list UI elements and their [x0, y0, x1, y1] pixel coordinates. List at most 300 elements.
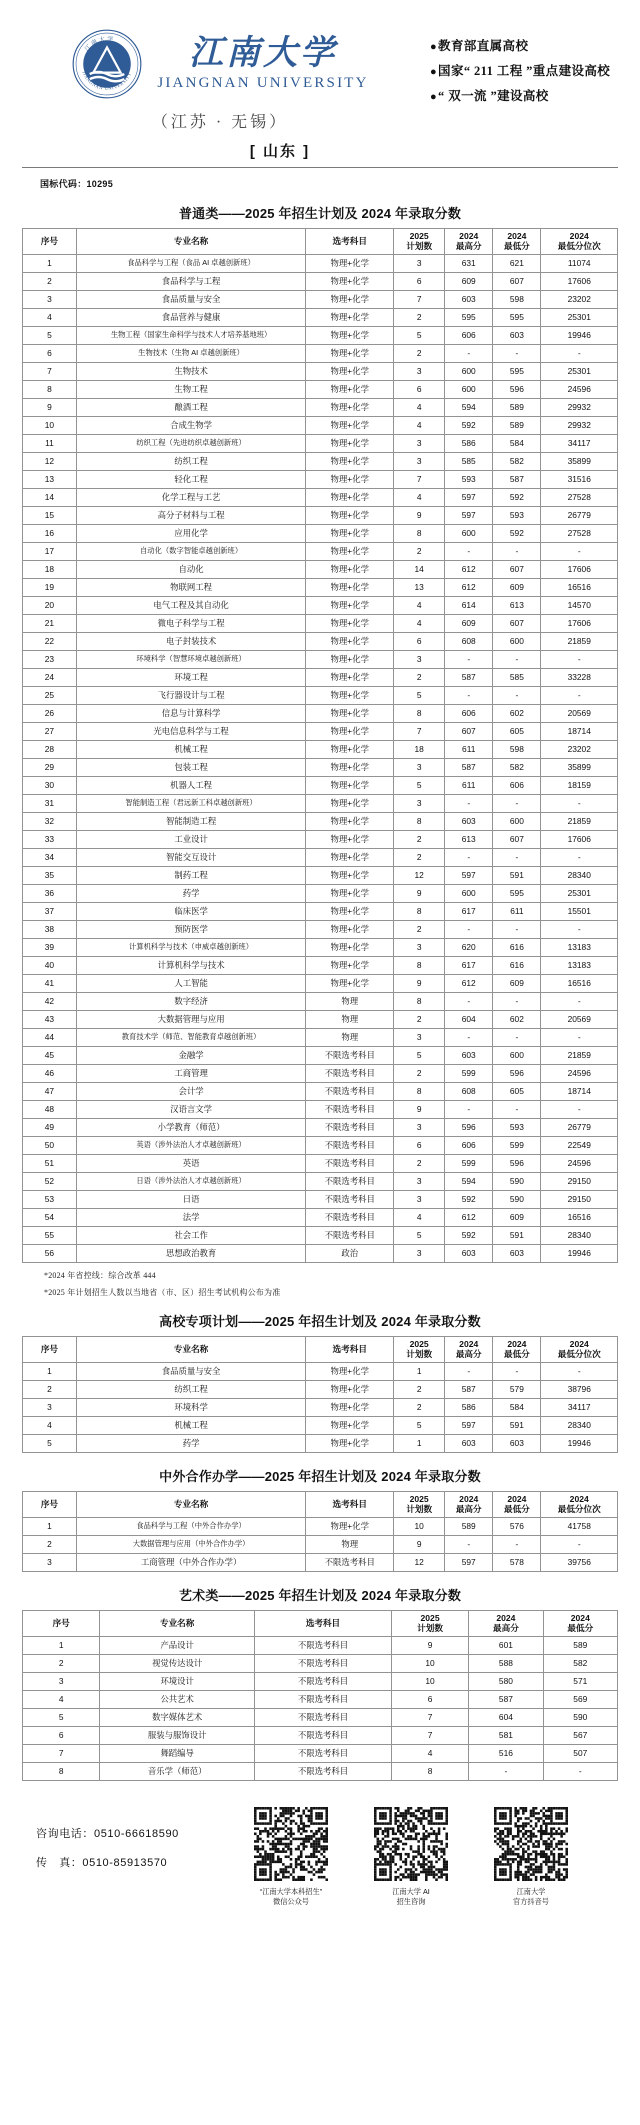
column-header: 2025 计划数 [394, 1337, 445, 1363]
cell-high: 617 [445, 957, 493, 975]
qr-item[interactable] [239, 1807, 343, 1906]
cell-high: 611 [445, 741, 493, 759]
cell-no: 51 [23, 1155, 77, 1173]
cell-subject: 物理+化学 [306, 291, 394, 309]
cell-plan: 9 [394, 885, 445, 903]
table-row [23, 507, 618, 525]
cell-subject: 不限选考科目 [306, 1137, 394, 1155]
cell-low: 596 [493, 1065, 541, 1083]
qr-caption [513, 1887, 549, 1906]
cell-subject: 物理+化学 [306, 255, 394, 273]
cell-low: 582 [493, 759, 541, 777]
cell-subject: 不限选考科目 [255, 1637, 392, 1655]
cell-plan: 4 [394, 399, 445, 417]
cell-plan: 3 [394, 759, 445, 777]
cell-high: 606 [445, 327, 493, 345]
cell-major: 生物技术（生物 AI 卓越创新班） [76, 345, 306, 363]
cell-subject: 物理+化学 [306, 381, 394, 399]
cell-no: 37 [23, 903, 77, 921]
cell-rank: 17606 [541, 615, 618, 633]
cell-no: 47 [23, 1083, 77, 1101]
cell-major: 药学 [76, 1435, 306, 1453]
cell-rank: 17606 [541, 831, 618, 849]
cell-no: 43 [23, 1011, 77, 1029]
cell-plan: 3 [394, 651, 445, 669]
table-body [23, 255, 618, 1263]
cell-no: 38 [23, 921, 77, 939]
cell-rank: 29150 [541, 1191, 618, 1209]
cell-subject: 物理+化学 [306, 723, 394, 741]
page-footer [0, 1803, 640, 1922]
cell-rank: - [541, 1363, 618, 1381]
cell-plan: 13 [394, 579, 445, 597]
qr-item[interactable] [479, 1807, 583, 1906]
bullet-icon: ● [430, 66, 438, 78]
cell-subject: 物理+化学 [306, 651, 394, 669]
table-row [23, 1155, 618, 1173]
cell-no: 2 [23, 1536, 77, 1554]
cell-major: 合成生物学 [76, 417, 306, 435]
table-row [23, 1745, 618, 1763]
cell-subject: 不限选考科目 [306, 1227, 394, 1245]
table-row [23, 939, 618, 957]
cell-major: 食品营养与健康 [76, 309, 306, 327]
table-row [23, 1637, 618, 1655]
cell-subject: 物理+化学 [306, 975, 394, 993]
cell-major: 自动化（数字智能卓越创新班） [76, 543, 306, 561]
cell-major: 机器人工程 [76, 777, 306, 795]
cell-low: 593 [493, 1119, 541, 1137]
cell-no: 2 [23, 1655, 100, 1673]
table-row [23, 435, 618, 453]
table-row [23, 1083, 618, 1101]
table-row [23, 1363, 618, 1381]
qr-caption [392, 1887, 430, 1906]
cell-subject: 物理+化学 [306, 417, 394, 435]
column-header: 2024 最高分 [445, 229, 493, 255]
table-row [23, 561, 618, 579]
column-header: 2024 最低分 [493, 1492, 541, 1518]
tagline-text: 教育部直属高校 [438, 39, 529, 53]
cell-subject: 不限选考科目 [306, 1209, 394, 1227]
cell-major: 计算机科学与技术（申威卓越创新班） [76, 939, 306, 957]
cell-plan: 3 [394, 1119, 445, 1137]
cell-plan: 8 [394, 525, 445, 543]
cell-low: 607 [493, 615, 541, 633]
cell-major: 轻化工程 [76, 471, 306, 489]
cell-no: 13 [23, 471, 77, 489]
table-row [23, 1101, 618, 1119]
cell-high: 608 [445, 1083, 493, 1101]
general-admissions-table [22, 228, 618, 1263]
cell-no: 20 [23, 597, 77, 615]
cell-high: 617 [445, 903, 493, 921]
table-row [23, 921, 618, 939]
table-body [23, 1518, 618, 1572]
cell-low: 600 [493, 1047, 541, 1065]
general-notes [0, 1263, 640, 1298]
cell-high: 601 [469, 1637, 543, 1655]
column-header: 序号 [23, 229, 77, 255]
cell-subject: 不限选考科目 [255, 1655, 392, 1673]
cell-high: 614 [445, 597, 493, 615]
cell-low: - [543, 1763, 617, 1781]
cell-low: 591 [493, 1227, 541, 1245]
table-row [23, 777, 618, 795]
cell-major: 纺织工程 [76, 453, 306, 471]
cell-no: 36 [23, 885, 77, 903]
cell-rank: 27528 [541, 525, 618, 543]
table-row [23, 1763, 618, 1781]
general-table-wrap [0, 228, 640, 1263]
table-row [23, 1245, 618, 1263]
cell-no: 10 [23, 417, 77, 435]
university-location: （江苏 · 无锡） [151, 114, 289, 131]
cell-plan: 8 [391, 1763, 468, 1781]
cell-plan: 10 [391, 1673, 468, 1691]
cell-high: 587 [445, 759, 493, 777]
cell-subject: 物理+化学 [306, 1417, 394, 1435]
cell-low: 582 [493, 453, 541, 471]
cell-subject: 物理+化学 [306, 759, 394, 777]
cell-subject: 物理 [306, 1011, 394, 1029]
cell-major: 食品质量与安全 [76, 1363, 306, 1381]
cell-subject: 物理+化学 [306, 687, 394, 705]
cell-subject: 不限选考科目 [306, 1173, 394, 1191]
cell-low: - [493, 993, 541, 1011]
cell-high: - [445, 345, 493, 363]
cell-no: 1 [23, 1518, 77, 1536]
cell-plan: 2 [394, 1399, 445, 1417]
column-header: 2024 最低分 [543, 1611, 617, 1637]
cell-low: 607 [493, 561, 541, 579]
cell-major: 工商管理 [76, 1065, 306, 1083]
cell-low: 569 [543, 1691, 617, 1709]
university-crest-icon [71, 28, 143, 100]
cell-subject: 不限选考科目 [255, 1727, 392, 1745]
cell-rank: 23202 [541, 741, 618, 759]
cell-low: 600 [493, 633, 541, 651]
cell-plan: 2 [394, 1155, 445, 1173]
cell-major: 生物工程（国家生命科学与技术人才培养基地班） [76, 327, 306, 345]
svg-text:江 南 大 学: 江 南 大 学 [84, 36, 114, 53]
cell-low: 595 [493, 363, 541, 381]
cell-subject: 物理+化学 [306, 579, 394, 597]
table-row [23, 1137, 618, 1155]
cell-no: 27 [23, 723, 77, 741]
table-row [23, 1191, 618, 1209]
cell-no: 21 [23, 615, 77, 633]
cell-plan: 4 [391, 1745, 468, 1763]
cell-subject: 不限选考科目 [306, 1191, 394, 1209]
column-header: 序号 [23, 1492, 77, 1518]
section-title-joint-program: 中外合作办学——2025 年招生计划及 2024 年录取分数 [159, 1469, 481, 1484]
cell-high: - [445, 1363, 493, 1381]
cell-subject: 不限选考科目 [306, 1119, 394, 1137]
table-row [23, 1209, 618, 1227]
cell-high: 593 [445, 471, 493, 489]
cell-high: 592 [445, 1191, 493, 1209]
cell-high: 580 [469, 1673, 543, 1691]
cell-rank: 28340 [541, 1417, 618, 1435]
cell-no: 7 [23, 1745, 100, 1763]
cell-low: 603 [493, 1435, 541, 1453]
cell-rank: 13183 [541, 957, 618, 975]
cell-no: 49 [23, 1119, 77, 1137]
cell-plan: 4 [394, 489, 445, 507]
qr-code-douyin-icon[interactable] [494, 1807, 568, 1881]
cell-major: 食品科学与工程（食品 AI 卓越创新班） [76, 255, 306, 273]
cell-rank: - [541, 1536, 618, 1554]
cell-plan: 6 [394, 1137, 445, 1155]
cell-major: 大数据管理与应用（中外合作办学） [76, 1536, 306, 1554]
cell-plan: 3 [394, 435, 445, 453]
cell-major: 机械工程 [76, 741, 306, 759]
cell-rank: 31516 [541, 471, 618, 489]
cell-subject: 物理+化学 [306, 633, 394, 651]
table-row [23, 399, 618, 417]
cell-no: 17 [23, 543, 77, 561]
cell-subject: 不限选考科目 [306, 1554, 394, 1572]
cell-high: 606 [445, 1137, 493, 1155]
cell-low: 590 [493, 1191, 541, 1209]
contact-phone: 咨询电话：0510-66618590 [36, 1828, 179, 1840]
cell-high: 597 [445, 1417, 493, 1435]
cell-plan: 5 [394, 327, 445, 345]
table-row [23, 1727, 618, 1745]
qr-code-group [239, 1803, 583, 1906]
cell-plan: 3 [394, 1191, 445, 1209]
cell-subject: 物理+化学 [306, 597, 394, 615]
table-row [23, 759, 618, 777]
cell-rank: 29932 [541, 417, 618, 435]
cell-low: - [493, 1029, 541, 1047]
cell-high: 592 [445, 417, 493, 435]
cell-rank: 27528 [541, 489, 618, 507]
cell-rank: - [541, 687, 618, 705]
cell-plan: 5 [394, 1227, 445, 1245]
table-row [23, 1227, 618, 1245]
cell-major: 电气工程及其自动化 [76, 597, 306, 615]
cell-major: 大数据管理与应用 [76, 1011, 306, 1029]
column-header: 选考科目 [306, 229, 394, 255]
cell-low: 611 [493, 903, 541, 921]
cell-rank: - [541, 921, 618, 939]
cell-plan: 5 [394, 1417, 445, 1435]
cell-plan: 2 [394, 849, 445, 867]
cell-low: 589 [493, 399, 541, 417]
column-header: 2024 最高分 [445, 1492, 493, 1518]
column-header: 2025 计划数 [391, 1611, 468, 1637]
cell-no: 4 [23, 1417, 77, 1435]
cell-high: 608 [445, 633, 493, 651]
cell-no: 28 [23, 741, 77, 759]
cell-high: - [469, 1763, 543, 1781]
cell-subject: 物理+化学 [306, 435, 394, 453]
cell-major: 视觉传达设计 [100, 1655, 255, 1673]
table-row [23, 813, 618, 831]
cell-no: 5 [23, 327, 77, 345]
cell-subject: 物理+化学 [306, 957, 394, 975]
qr-code-wechat-icon[interactable] [254, 1807, 328, 1881]
cell-rank: 33228 [541, 669, 618, 687]
cell-low: 584 [493, 1399, 541, 1417]
art-table-wrap [0, 1610, 640, 1781]
cell-no: 33 [23, 831, 77, 849]
cell-low: 578 [493, 1554, 541, 1572]
joint-program-table-wrap [0, 1491, 640, 1572]
table-row [23, 1435, 618, 1453]
cell-rank: 17606 [541, 561, 618, 579]
cell-subject: 不限选考科目 [306, 1083, 394, 1101]
cell-high: 597 [445, 489, 493, 507]
column-header: 选考科目 [306, 1337, 394, 1363]
cell-subject: 不限选考科目 [255, 1691, 392, 1709]
cell-subject: 物理+化学 [306, 903, 394, 921]
cell-high: - [445, 687, 493, 705]
cell-high: 597 [445, 507, 493, 525]
cell-plan: 12 [394, 867, 445, 885]
column-header: 专业名称 [76, 229, 306, 255]
cell-rank: 18159 [541, 777, 618, 795]
cell-major: 计算机科学与技术 [76, 957, 306, 975]
cell-rank: 20569 [541, 1011, 618, 1029]
cell-major: 纺织工程（先进纺织卓越创新班） [76, 435, 306, 453]
cell-subject: 物理+化学 [306, 921, 394, 939]
column-header: 2024 最高分 [445, 1337, 493, 1363]
cell-subject: 物理+化学 [306, 273, 394, 291]
cell-major: 公共艺术 [100, 1691, 255, 1709]
cell-major: 小学教育（师范） [76, 1119, 306, 1137]
cell-plan: 6 [394, 633, 445, 651]
table-header [23, 1337, 618, 1363]
cell-rank: 25301 [541, 363, 618, 381]
cell-no: 3 [23, 291, 77, 309]
cell-no: 15 [23, 507, 77, 525]
cell-no: 34 [23, 849, 77, 867]
cell-high: 586 [445, 435, 493, 453]
table-row [23, 1047, 618, 1065]
section-title-special-plan: 高校专项计划——2025 年招生计划及 2024 年录取分数 [159, 1314, 481, 1329]
cell-low: 595 [493, 885, 541, 903]
cell-no: 11 [23, 435, 77, 453]
table-row [23, 1399, 618, 1417]
cell-high: 612 [445, 579, 493, 597]
cell-low: 590 [543, 1709, 617, 1727]
cell-low: 592 [493, 525, 541, 543]
cell-rank: 21859 [541, 813, 618, 831]
cell-plan: 2 [394, 669, 445, 687]
cell-subject: 物理+化学 [306, 327, 394, 345]
table-row [23, 651, 618, 669]
table-row [23, 1381, 618, 1399]
cell-major: 环境科学（智慧环境卓越创新班） [76, 651, 306, 669]
qr-code-ai-icon[interactable] [374, 1807, 448, 1881]
cell-high: - [445, 1536, 493, 1554]
cell-low: 507 [543, 1745, 617, 1763]
column-header: 2025 计划数 [394, 229, 445, 255]
column-header: 序号 [23, 1337, 77, 1363]
cell-no: 31 [23, 795, 77, 813]
cell-subject: 物理+化学 [306, 669, 394, 687]
cell-rank: 25301 [541, 885, 618, 903]
cell-major: 化学工程与工艺 [76, 489, 306, 507]
cell-plan: 9 [394, 1101, 445, 1119]
cell-no: 7 [23, 363, 77, 381]
cell-major: 数字媒体艺术 [100, 1709, 255, 1727]
table-header [23, 1611, 618, 1637]
cell-rank: 28340 [541, 867, 618, 885]
cell-major: 环境设计 [100, 1673, 255, 1691]
qr-item[interactable] [359, 1807, 463, 1906]
cell-rank: 19946 [541, 327, 618, 345]
cell-major: 食品科学与工程（中外合作办学） [76, 1518, 306, 1536]
cell-high: - [445, 651, 493, 669]
table-row [23, 489, 618, 507]
cell-no: 16 [23, 525, 77, 543]
cell-no: 53 [23, 1191, 77, 1209]
cell-high: - [445, 543, 493, 561]
table-row [23, 705, 618, 723]
tagline-item [430, 86, 610, 104]
table-row [23, 273, 618, 291]
cell-low: 595 [493, 309, 541, 327]
cell-rank: 41758 [541, 1518, 618, 1536]
cell-rank: 16516 [541, 1209, 618, 1227]
cell-plan: 3 [394, 1245, 445, 1263]
cell-major: 飞行器设计与工程 [76, 687, 306, 705]
cell-no: 24 [23, 669, 77, 687]
cell-rank: 24596 [541, 1155, 618, 1173]
table-row [23, 885, 618, 903]
cell-subject: 物理+化学 [306, 363, 394, 381]
cell-no: 8 [23, 381, 77, 399]
cell-no: 50 [23, 1137, 77, 1155]
cell-low: 606 [493, 777, 541, 795]
cell-subject: 物理+化学 [306, 1518, 394, 1536]
cell-major: 人工智能 [76, 975, 306, 993]
table-row [23, 831, 618, 849]
cell-low: 609 [493, 1209, 541, 1227]
cell-major: 物联网工程 [76, 579, 306, 597]
cell-no: 1 [23, 255, 77, 273]
cell-low: 609 [493, 975, 541, 993]
cell-high: 596 [445, 1119, 493, 1137]
column-header: 2024 最低分位次 [541, 1492, 618, 1518]
table-row [23, 1029, 618, 1047]
cell-plan: 7 [394, 723, 445, 741]
cell-high: 594 [445, 1173, 493, 1191]
cell-high: 604 [445, 1011, 493, 1029]
cell-plan: 2 [394, 831, 445, 849]
cell-major: 服装与服饰设计 [100, 1727, 255, 1745]
cell-no: 42 [23, 993, 77, 1011]
table-row [23, 795, 618, 813]
special-plan-table [22, 1336, 618, 1453]
table-row [23, 615, 618, 633]
cell-no: 2 [23, 1381, 77, 1399]
cell-low: - [493, 345, 541, 363]
cell-major: 教育技术学（师范、智能教育卓越创新班） [76, 1029, 306, 1047]
cell-major: 英语 [76, 1155, 306, 1173]
column-header: 2024 最低分位次 [541, 229, 618, 255]
table-row [23, 669, 618, 687]
cell-subject: 物理+化学 [306, 309, 394, 327]
cell-no: 3 [23, 1399, 77, 1417]
note-item: *2025 年计划招生人数以当地省（市、区）招生考试机构公布为准 [44, 1288, 281, 1297]
cell-major: 思想政治教育 [76, 1245, 306, 1263]
cell-low: 621 [493, 255, 541, 273]
